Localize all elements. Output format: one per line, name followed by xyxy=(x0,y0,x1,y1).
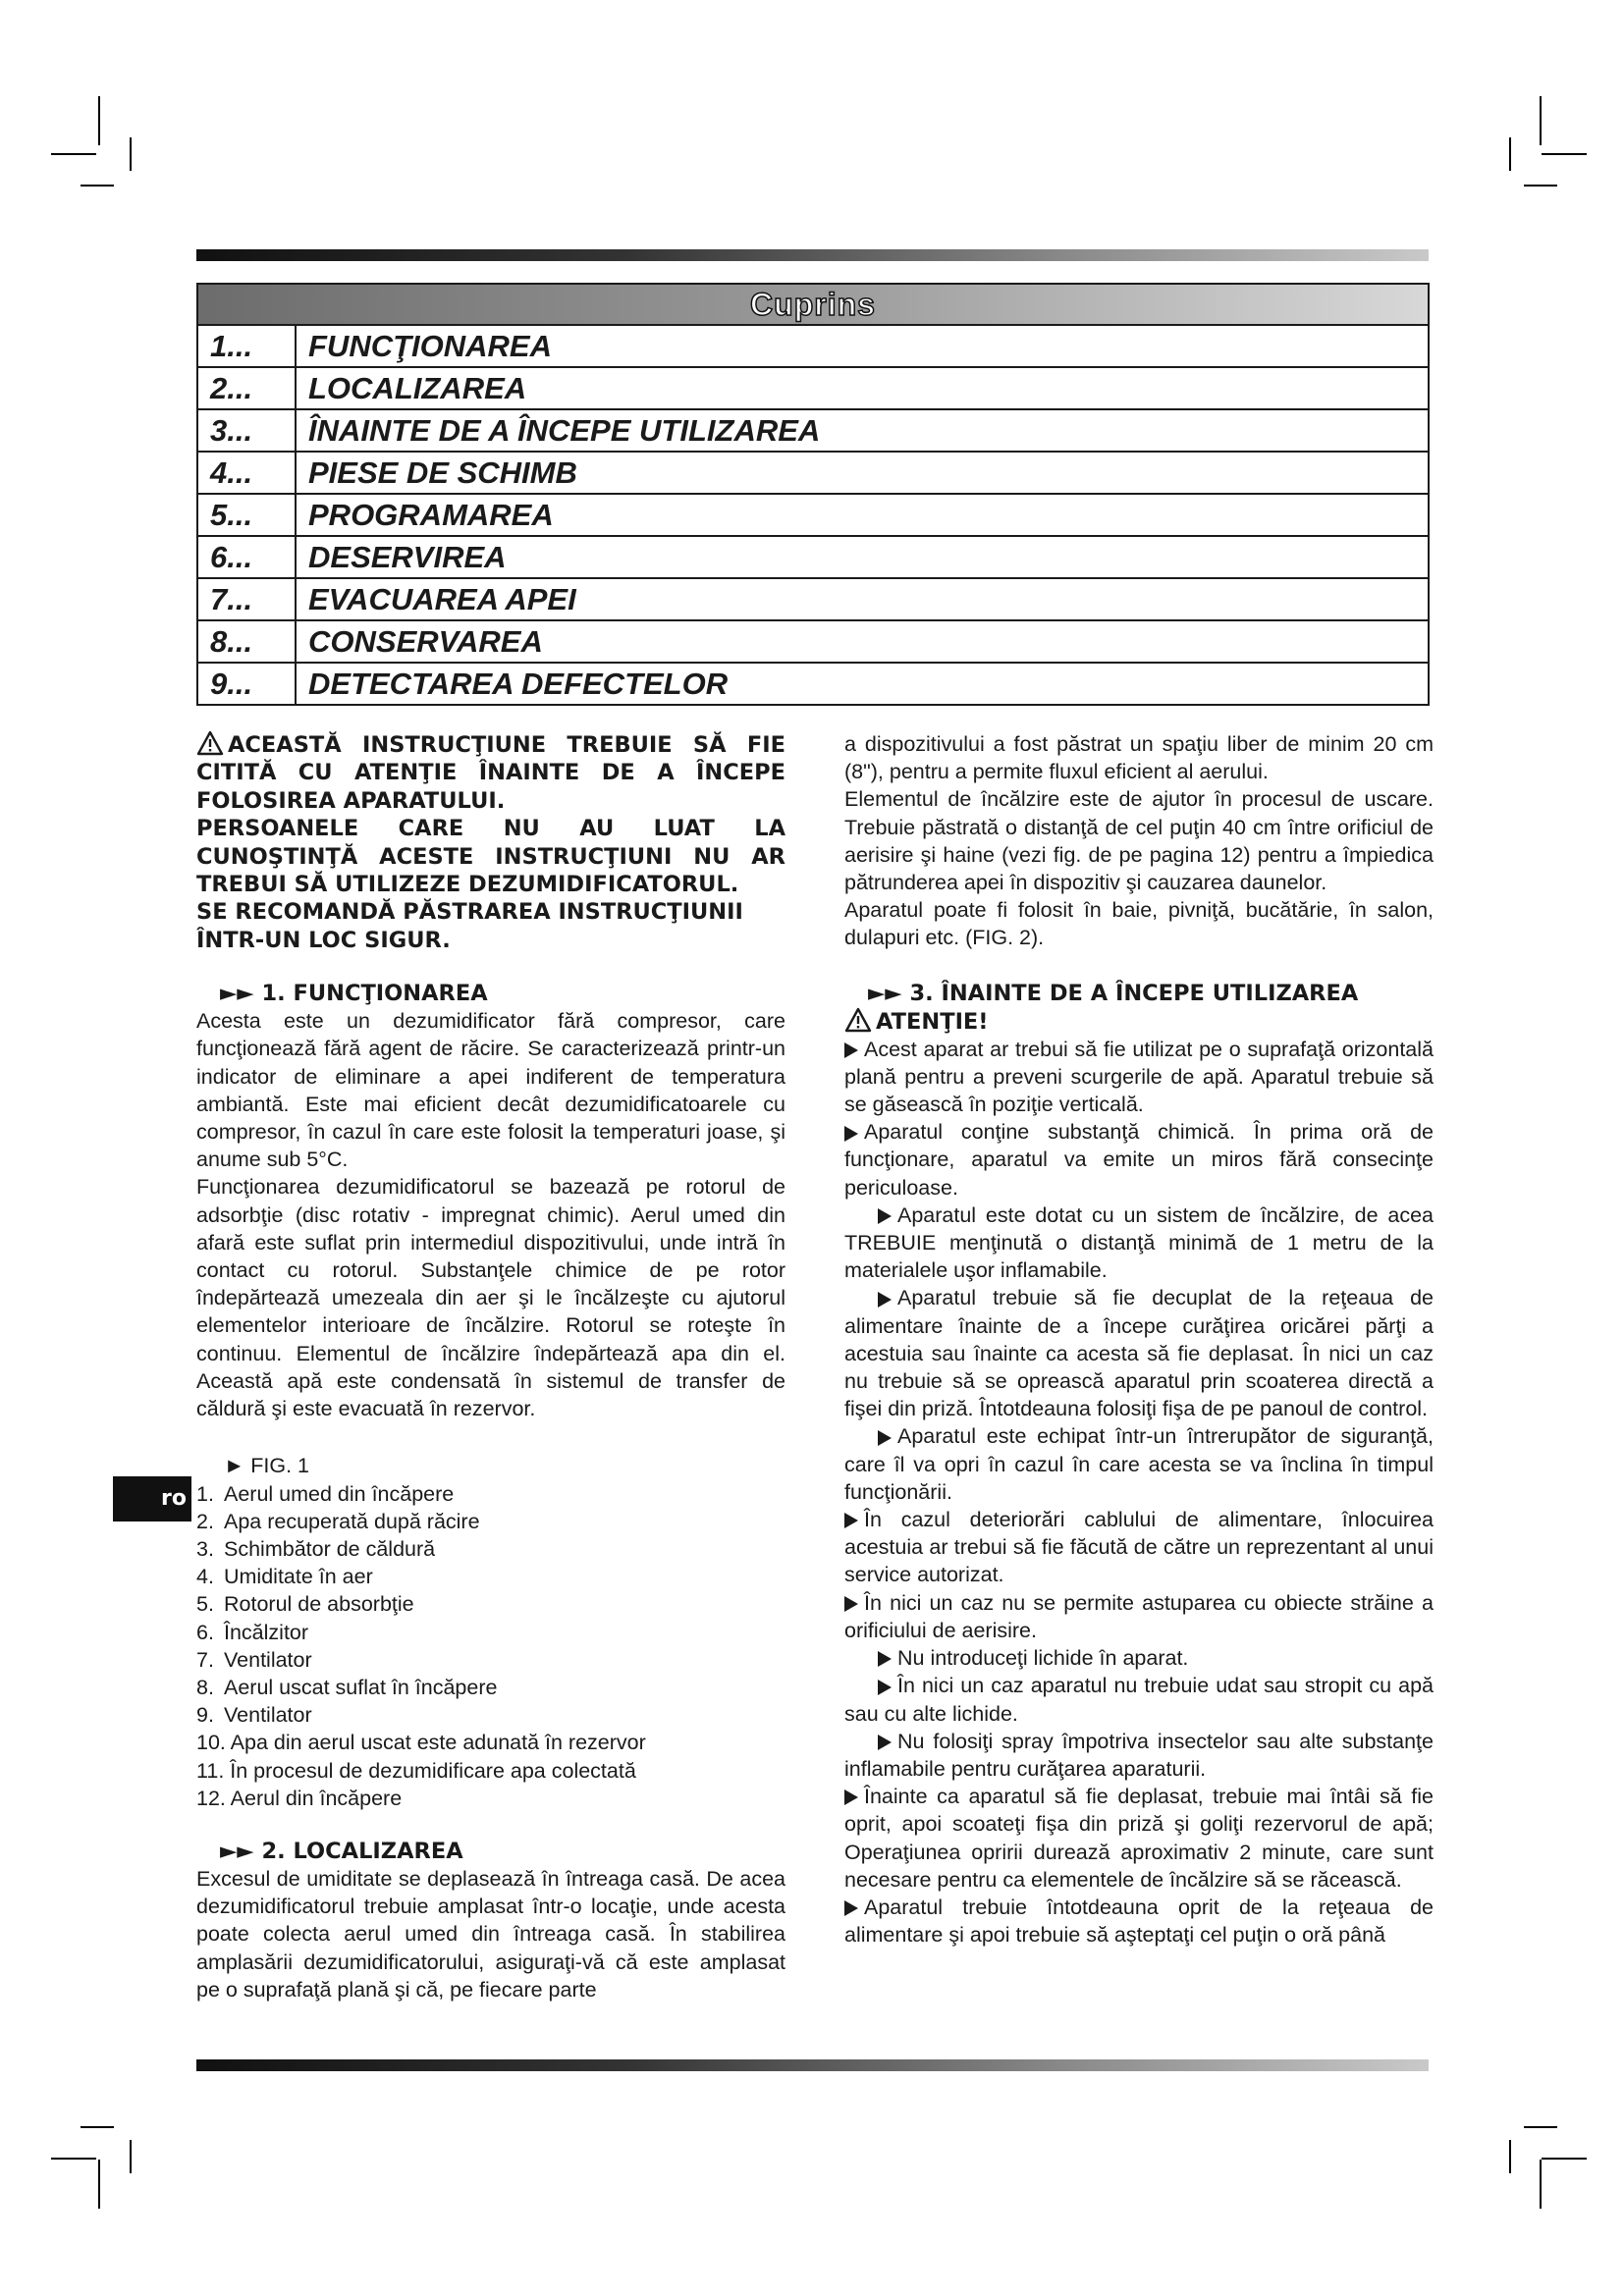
section-3-bullet xyxy=(844,1506,1434,1589)
section-3-bullet xyxy=(844,1728,1434,1783)
section-3-bullet xyxy=(844,1422,1434,1506)
section-3-bullet xyxy=(844,1894,1434,1949)
crop-mark xyxy=(98,2160,100,2209)
section-3-bullet-text: Aparatul trebuie întotdeauna oprit de la reţeaua de alimentare şi apoi trebuie să aşteptaţi cel puţin o oră până xyxy=(844,1895,1434,1948)
section-3-bullet-text: Înainte ca aparatul să fie deplasat, trebuie mai întâi să fie oprit, apoi scoateţi fişa din priză şi goliţi rezervorul de apă; Operaţiunea opririi durează aproximativ 2 minute, care sunt necesare pentru ca elementele de încălzire să se răcească. xyxy=(844,1785,1434,1892)
warning-triangle-icon xyxy=(196,730,224,756)
toc-row xyxy=(198,664,1428,704)
toc-row-title: PROGRAMAREA xyxy=(308,498,554,532)
crop-mark xyxy=(1542,2158,1587,2160)
fig1-legend-text: Ventilator xyxy=(224,1647,312,1672)
toc-row xyxy=(198,453,1428,495)
toc-row-number: 9... xyxy=(198,664,297,704)
section-3-bullet-text: Nu introduceţi lichide în aparat. xyxy=(897,1646,1189,1671)
attention-text: ATENŢIE! xyxy=(876,1008,989,1035)
section-3-bullet-text: Acest aparat ar trebui să fie utilizat pe o suprafaţă orizontală plană pentru a preveni scurgerile de apă. Aparatul trebuie să se găsească în poziţie verticală. xyxy=(844,1037,1434,1117)
crop-mark xyxy=(98,96,100,145)
toc-row-number: 1... xyxy=(198,326,297,366)
attention-label xyxy=(844,1007,1434,1036)
fig1-legend-item xyxy=(196,1674,785,1701)
toc-row xyxy=(198,621,1428,664)
bullet-triangle-icon xyxy=(844,1789,858,1805)
section-3-items xyxy=(844,1036,1434,1949)
crop-mark xyxy=(1542,153,1587,155)
crop-mark xyxy=(51,2158,96,2160)
toc-rows xyxy=(198,326,1428,704)
section-2-paragraph: Excesul de umiditate se deplasează în întreaga casă. De acea dezumidificatorul trebuie amplasat într-o locaţie, unde acesta poate colecta aerul umed din întreaga casă. În stabilirea amplasării dezumidificatorului, asiguraţi-vă că este amplasat pe o suprafaţă plană şi că, pe fiecare parte xyxy=(196,1866,785,2002)
right-column xyxy=(844,730,1434,1949)
section-3-bullet xyxy=(844,1201,1434,1285)
bullet-triangle-icon xyxy=(878,1735,892,1750)
section-3-bullet-text: Aparatul este echipat într-un întrerupător de siguranţă, care îl va opri în cazul în care acesta se va înclina în timpul funcţionării. xyxy=(844,1424,1434,1504)
fig1-legend-number: 8. xyxy=(196,1675,214,1699)
bullet-triangle-icon xyxy=(878,1208,892,1224)
toc-row-title: DETECTAREA DEFECTELOR xyxy=(308,667,729,701)
fig1-legend-number: 3. xyxy=(196,1536,214,1561)
crop-mark xyxy=(81,2126,114,2128)
bullet-triangle-icon xyxy=(844,1042,858,1058)
fig1-legend-text: Umiditate în aer xyxy=(224,1565,373,1589)
crop-mark xyxy=(1540,96,1542,145)
fig1-legend-number: 5. xyxy=(196,1592,214,1617)
section-3-bullet xyxy=(844,1644,1434,1672)
section-2-paragraph: Elementul de încălzire este de ajutor în procesul de uscare. Trebuie păstrată o distanţă de cel puţin 40 cm între orificiul de aerisire şi haine (vezi fig. de pe pagina 12) pentru a împiedica pătrunderea apei în dispozitiv şi cauzarea daunelor. xyxy=(844,787,1434,895)
bottom-gradient-bar xyxy=(196,2059,1429,2071)
section-1-paragraph: Funcţionarea dezumidificatorul se bazează pe rotorul de adsorbţie (disc rotativ - impregnat chimic). Aerul umed din afară este suflat prin intermediul dispozitivului, unde intră în contact cu rotorul. Substanţele chimice de pe rotor îndepărtează umezeala din aer şi le încălzeşte cu ajutorul elementelor interioare de încălzire. Rotorul se roteşte în continuu. Elementul de încălzire îndepărtează apa din el. Această apă este condensată în sistemul de transfer de căldură şi este evacuată în rezervor. xyxy=(196,1175,785,1421)
section-3-bullet-text: În nici un caz aparatul nu trebuie udat sau stropit cu apă sau cu alte lichide. xyxy=(844,1674,1434,1726)
toc-row-number: 5... xyxy=(198,495,297,535)
section-3-bullet xyxy=(844,1284,1434,1422)
toc-row xyxy=(198,326,1428,368)
section-3-bullet xyxy=(844,1589,1434,1644)
crop-mark xyxy=(1509,2140,1511,2173)
fig1-legend-text: Încălzitor xyxy=(224,1620,309,1644)
section-3-bullet xyxy=(844,1036,1434,1119)
section-3-bullet xyxy=(844,1118,1434,1201)
section-3-bullet-text: Aparatul trebuie să fie decuplat de la reţeaua de alimentare înainte de a începe curăţirea oricărei părţi a acestuia sau înainte ca acesta să fie deplasat. În nici un caz nu trebuie să se oprească aparatul prin scoaterea directă a fişei din priză. Întotdeauna folosiţi fişa de pe panoul de control. xyxy=(844,1286,1434,1421)
toc-row-title: CONSERVAREA xyxy=(308,624,543,659)
warning-line: ACEASTĂ INSTRUCŢIUNE TREBUIE SĂ FIE xyxy=(228,732,785,758)
toc-row-number: 2... xyxy=(198,368,297,408)
top-gradient-bar xyxy=(196,249,1429,261)
fig1-legend-item xyxy=(196,1619,785,1646)
bullet-triangle-icon xyxy=(844,1596,858,1612)
crop-mark xyxy=(81,185,114,187)
fig1-legend-item: 10. Apa din aerul uscat este adunată în rezervor xyxy=(196,1731,646,1755)
fig1-legend-number: 6. xyxy=(196,1620,214,1644)
warning-line: CITITĂ CU ATENŢIE ÎNAINTE DE A ÎNCEPE xyxy=(196,760,785,786)
section-3-bullet xyxy=(844,1672,1434,1727)
crop-mark xyxy=(1509,137,1511,171)
section-2-paragraph: a dispozitivului a fost păstrat un spaţiu liber de minim 20 cm (8"), pentru a permite fluxul eficient al aerului. xyxy=(844,732,1434,784)
toc-row xyxy=(198,537,1428,579)
toc-row xyxy=(198,579,1428,621)
toc-row-number: 7... xyxy=(198,579,297,619)
section-3-bullet-text: În cazul deteriorări cablului de alimentare, înlocuirea acestuia ar trebui să fie făcută de către un reprezentant al unui service autorizat. xyxy=(844,1508,1434,1587)
toc-row-title: EVACUAREA APEI xyxy=(308,582,576,616)
warning-line: TREBUI SĂ UTILIZEZE DEZUMIDIFICATORUL. xyxy=(196,872,739,898)
fig1-legend xyxy=(196,1480,785,1730)
fig1-legend-text: Schimbător de căldură xyxy=(224,1536,436,1561)
toc-title: Cuprins xyxy=(198,285,1428,326)
toc-row xyxy=(198,495,1428,537)
fig1-legend-text: Rotorul de absorbţie xyxy=(224,1592,414,1617)
crop-mark xyxy=(130,2140,132,2173)
fig1-legend-item xyxy=(196,1563,785,1590)
fig1-legend-text: Aerul umed din încăpere xyxy=(224,1481,455,1506)
section-3-heading: ►► 3. ÎNAINTE DE A ÎNCEPE UTILIZAREA xyxy=(868,980,1359,1006)
section-1-heading: ►► 1. FUNCŢIONAREA xyxy=(220,981,488,1007)
warning-triangle-icon xyxy=(844,1007,872,1033)
bullet-triangle-icon xyxy=(844,1900,858,1916)
toc-row-number: 8... xyxy=(198,621,297,662)
bullet-triangle-icon xyxy=(878,1680,892,1695)
crop-mark xyxy=(130,137,132,171)
fig1-legend-text: Apa recuperată după răcire xyxy=(224,1509,480,1533)
fig1-legend-continued xyxy=(196,1729,785,1812)
language-tab: ro xyxy=(113,1476,191,1522)
table-of-contents xyxy=(196,283,1430,706)
warning-line: PERSOANELE CARE NU AU LUAT LA xyxy=(196,816,785,842)
toc-row-title: FUNCŢIONAREA xyxy=(308,329,552,363)
fig1-legend-item xyxy=(196,1590,785,1618)
fig1-legend-number: 1. xyxy=(196,1481,214,1506)
section-3-bullet xyxy=(844,1783,1434,1894)
section-3-bullet-text: Aparatul conţine substanţă chimică. În prima oră de funcţionare, aparatul va emite un miros fără consecinţe periculoase. xyxy=(844,1120,1434,1200)
fig1-label: ► FIG. 1 xyxy=(224,1454,309,1478)
fig1-legend-item xyxy=(196,1701,785,1729)
toc-row xyxy=(198,410,1428,453)
toc-row-title: LOCALIZAREA xyxy=(308,371,527,405)
crop-mark xyxy=(1524,2126,1557,2128)
bullet-triangle-icon xyxy=(844,1126,858,1142)
toc-row-number: 4... xyxy=(198,453,297,493)
bullet-triangle-icon xyxy=(878,1292,892,1308)
section-3-bullet-text: Aparatul este dotat cu un sistem de încălzire, de acea TREBUIE menţinută o distanţă minimă de 1 metru de la materialele uşor inflamabile. xyxy=(844,1202,1434,1283)
section-3-bullet-text: Nu folosiţi spray împotriva insectelor sau alte substanţe inflamabile pentru curăţarea aparaturii. xyxy=(844,1729,1434,1781)
fig1-legend-item xyxy=(196,1535,785,1563)
warning-block xyxy=(196,730,785,954)
fig1-legend-number: 7. xyxy=(196,1647,214,1672)
section-3-bullet-text: În nici un caz nu se permite astuparea cu obiecte străine a orificiului de aerisire. xyxy=(844,1590,1434,1642)
crop-mark xyxy=(51,153,96,155)
bullet-triangle-icon xyxy=(844,1513,858,1528)
toc-row-title: ÎNAINTE DE A ÎNCEPE UTILIZAREA xyxy=(308,413,821,448)
fig1-legend-item xyxy=(196,1646,785,1674)
warning-line: FOLOSIREA APARATULUI. xyxy=(196,787,506,814)
toc-row xyxy=(198,368,1428,410)
fig1-legend-number: 4. xyxy=(196,1565,214,1589)
fig1-legend-text: Aerul uscat suflat în încăpere xyxy=(224,1675,498,1699)
fig1-legend-item: 11. În procesul de dezumidificare apa colectată xyxy=(196,1758,636,1783)
crop-mark xyxy=(1540,2160,1542,2209)
fig1-legend-number: 2. xyxy=(196,1509,214,1533)
toc-row-title: PIESE DE SCHIMB xyxy=(308,455,577,490)
section-2-paragraph: Aparatul poate fi folosit în baie, pivniţă, bucătărie, în salon, dulapuri etc. (FIG. 2). xyxy=(844,898,1434,950)
warning-line: CUNOŞTINŢĂ ACESTE INSTRUCŢIUNI NU AR xyxy=(196,843,785,870)
warning-line: ÎNTR-UN LOC SIGUR. xyxy=(196,927,451,953)
fig1-legend-item xyxy=(196,1480,785,1508)
warning-line: SE RECOMANDĂ PĂSTRAREA INSTRUCŢIUNII xyxy=(196,899,743,926)
fig1-legend-text: Ventilator xyxy=(224,1703,312,1728)
section-1-paragraph: Acesta este un dezumidificator fără compresor, care funcţionează fără agent de răcire. Se caracterizează printr-un indicator de eliminare a apei indiferent de temperatura ambiantă. Este mai eficient decât dezumidificatoarele cu compresor, în cazul în care este folosit la temperaturi joase, şi anume sub 5°C. xyxy=(196,1009,785,1172)
section-2-heading: ►► 2. LOCALIZAREA xyxy=(220,1838,463,1864)
fig1-legend-number: 9. xyxy=(196,1703,214,1728)
bullet-triangle-icon xyxy=(878,1651,892,1667)
crop-mark xyxy=(1524,185,1557,187)
toc-row-number: 6... xyxy=(198,537,297,577)
fig1-legend-item xyxy=(196,1508,785,1535)
left-column xyxy=(196,730,785,2003)
bullet-triangle-icon xyxy=(878,1430,892,1446)
toc-row-number: 3... xyxy=(198,410,297,451)
fig1-legend-item: 12. Aerul din încăpere xyxy=(196,1786,403,1810)
toc-row-title: DESERVIREA xyxy=(308,540,507,574)
